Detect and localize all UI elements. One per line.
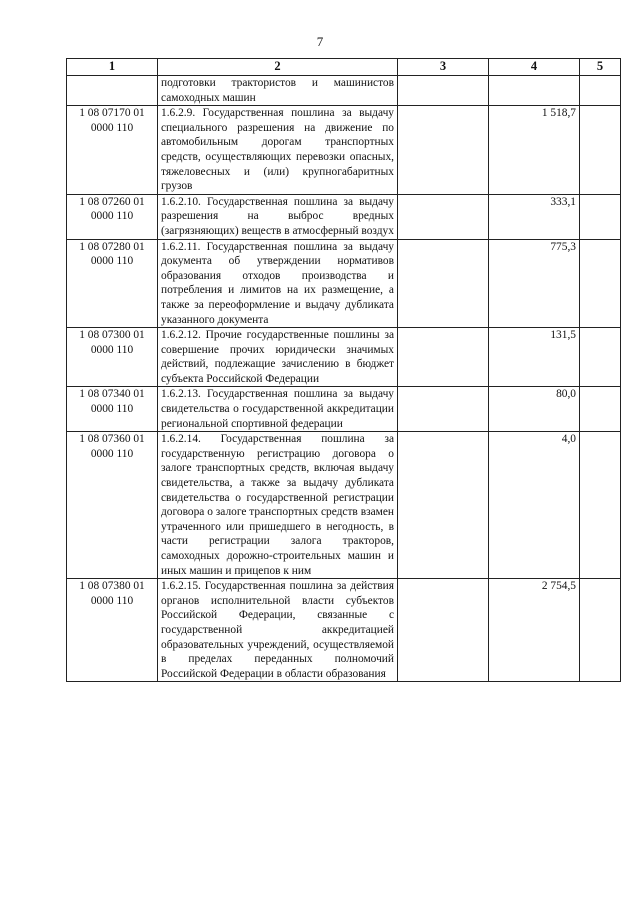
column-5-cell	[580, 579, 621, 682]
description-cell: 1.6.2.13. Государственная пошлина за выдачу свидетельства о государственной аккредитации региональной спортивной федерации	[158, 387, 398, 432]
amount-cell: 131,5	[489, 328, 580, 387]
budget-code-cell: 1 08 07170 01 0000 110	[67, 106, 158, 195]
column-3-cell	[398, 194, 489, 239]
column-3-cell	[398, 239, 489, 328]
description-cell: 1.6.2.9. Государственная пошлина за выдачу специального разрешения на движение по автомобильным дорогам транспортных средств, осуществляющих перевозки опасных, тяжеловесных и (или) крупногабаритных грузов	[158, 106, 398, 195]
budget-code-cell: 1 08 07280 01 0000 110	[67, 239, 158, 328]
column-3-cell	[398, 76, 489, 106]
amount-cell: 2 754,5	[489, 579, 580, 682]
budget-code-cell: 1 08 07380 01 0000 110	[67, 579, 158, 682]
table-row	[67, 328, 621, 387]
table-row	[67, 579, 621, 682]
table-row	[67, 387, 621, 432]
table-row	[67, 76, 621, 106]
column-5-cell	[580, 432, 621, 579]
amount-cell: 775,3	[489, 239, 580, 328]
description-cell: 1.6.2.12. Прочие государственные пошлины за совершение прочих юридически значимых действий, подлежащие зачислению в бюджет субъекта Российской Федерации	[158, 328, 398, 387]
column-3-cell	[398, 387, 489, 432]
column-5-cell	[580, 194, 621, 239]
column-header: 1	[67, 59, 158, 76]
column-header: 5	[580, 59, 621, 76]
table-header-row	[67, 59, 621, 76]
column-5-cell	[580, 76, 621, 106]
column-header: 2	[158, 59, 398, 76]
column-3-cell	[398, 432, 489, 579]
column-5-cell	[580, 106, 621, 195]
amount-cell: 333,1	[489, 194, 580, 239]
column-header: 3	[398, 59, 489, 76]
column-5-cell	[580, 387, 621, 432]
column-header: 4	[489, 59, 580, 76]
table-row	[67, 194, 621, 239]
budget-code-cell: 1 08 07260 01 0000 110	[67, 194, 158, 239]
amount-cell: 80,0	[489, 387, 580, 432]
amount-cell	[489, 76, 580, 106]
description-cell: 1.6.2.10. Государственная пошлина за выдачу разрешения на выброс вредных (загрязняющих) веществ в атмосферный воздух	[158, 194, 398, 239]
amount-cell: 4,0	[489, 432, 580, 579]
budget-code-cell: 1 08 07340 01 0000 110	[67, 387, 158, 432]
description-cell: 1.6.2.14. Государственная пошлина за государственную регистрацию договора о залоге транспортных средств, включая выдачу свидетельства, а также за выдачу дубликата свидетельства о государственной регистрации договора о залоге транспортных средств взамен утраченного или пришедшего в негодность, в части регистрации залога тракторов, самоходных дорожно-строительных машин и иных машин и прицепов к ним	[158, 432, 398, 579]
amount-cell: 1 518,7	[489, 106, 580, 195]
description-cell: 1.6.2.11. Государственная пошлина за выдачу документа об утверждении нормативов образования отходов производства и потребления и лимитов на их размещение, а также за переоформление и выдачу дубликата указанного документа	[158, 239, 398, 328]
page-number: 7	[316, 34, 324, 49]
column-3-cell	[398, 328, 489, 387]
table-row	[67, 106, 621, 195]
budget-revenue-table	[66, 58, 621, 682]
column-3-cell	[398, 106, 489, 195]
table-body	[67, 76, 621, 682]
table-row	[67, 239, 621, 328]
column-3-cell	[398, 579, 489, 682]
description-cell: 1.6.2.15. Государственная пошлина за действия органов исполнительной власти субъектов Российской Федерации, связанные с государственной аккредитацией образовательных учреждений, осуществляемой в пределах переданных полномочий Российской Федерации в области образования	[158, 579, 398, 682]
table-row	[67, 432, 621, 579]
budget-code-cell: 1 08 07360 01 0000 110	[67, 432, 158, 579]
description-cell: подготовки трактористов и машинистов самоходных машин	[158, 76, 398, 106]
budget-code-cell: 1 08 07300 01 0000 110	[67, 328, 158, 387]
column-5-cell	[580, 328, 621, 387]
column-5-cell	[580, 239, 621, 328]
budget-code-cell	[67, 76, 158, 106]
